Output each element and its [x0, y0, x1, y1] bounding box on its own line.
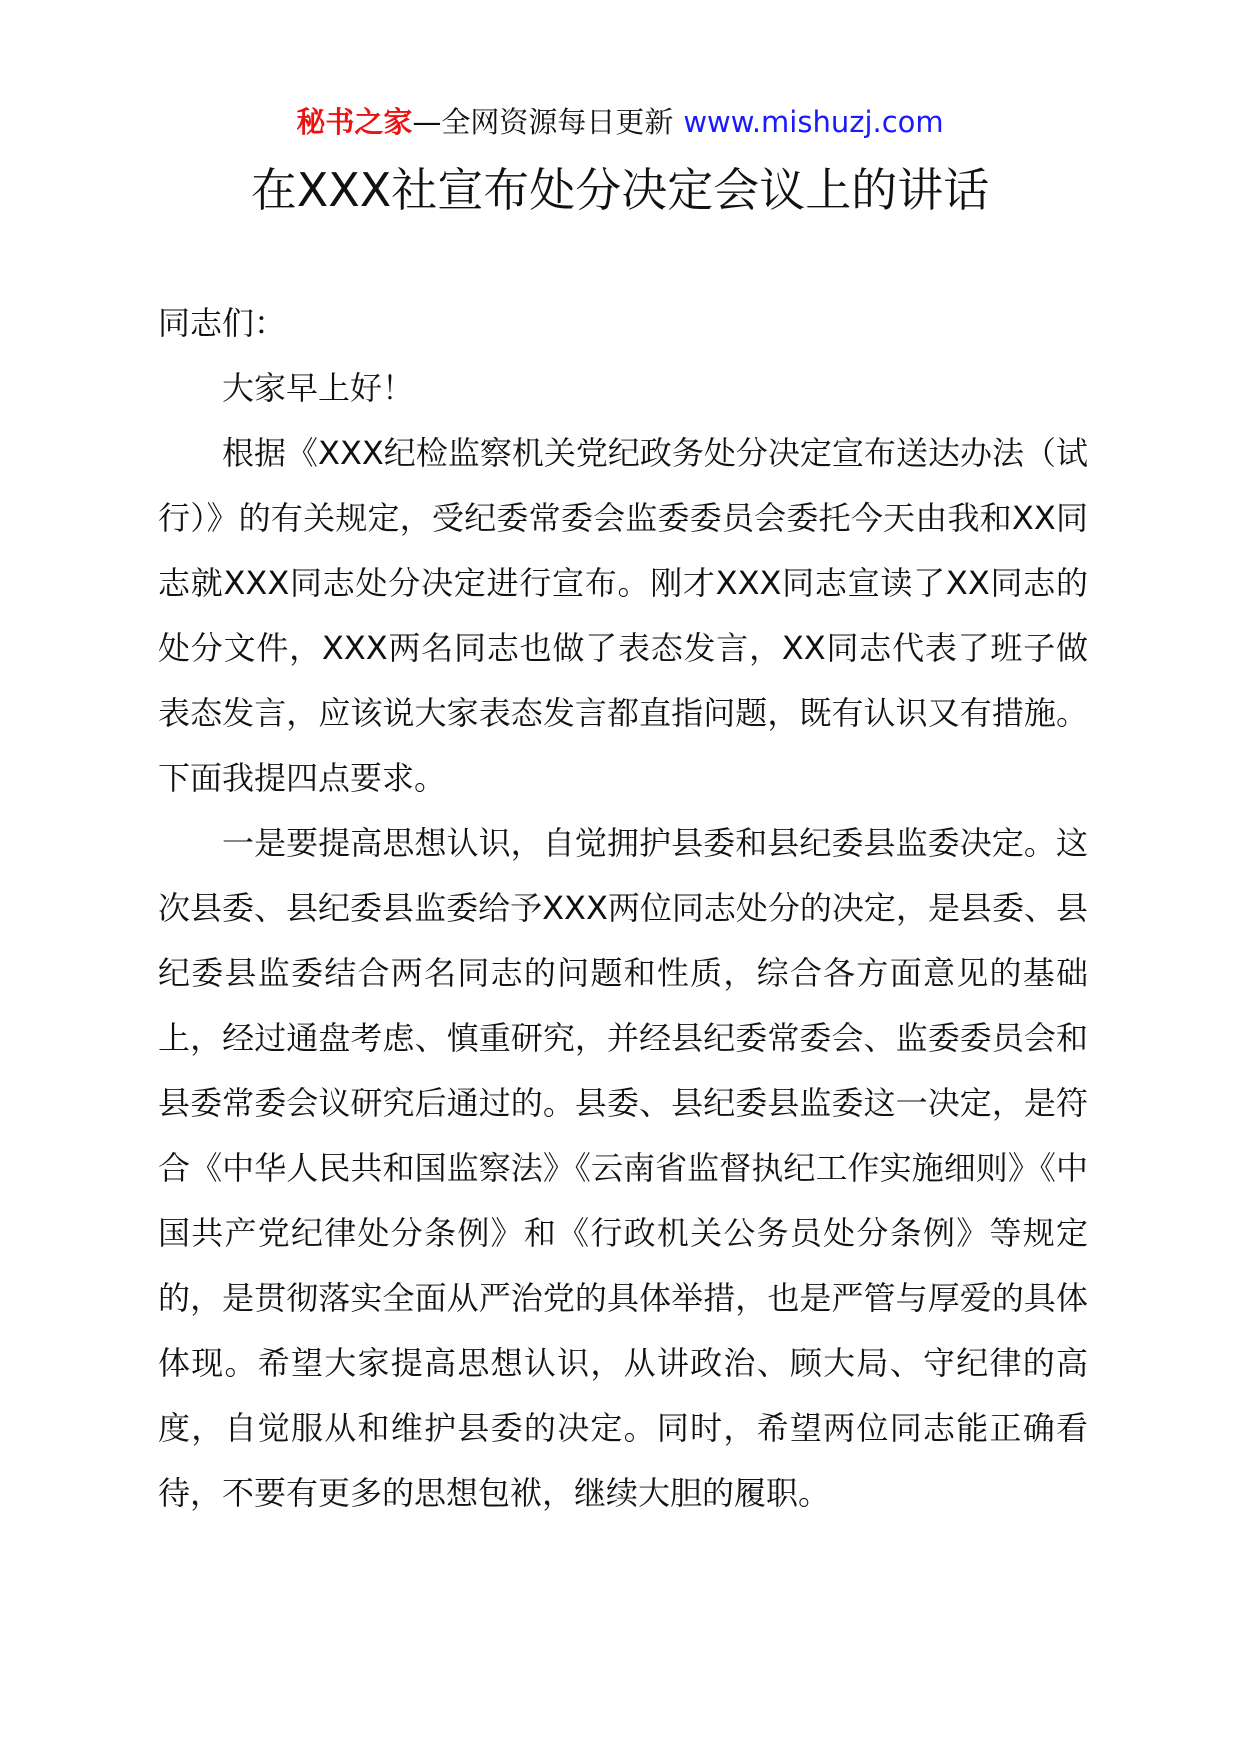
site-header: [0, 100, 1240, 144]
site-url-link[interactable]: www.mishuzj.com: [683, 105, 944, 139]
paragraph-intro: 根据《XXX纪检监察机关党纪政务处分决定宣布送达办法（试行）》的有关规定，受纪委常委会监委委员会委托今天由我和XX同志就XXX同志处分决定进行宣布。刚才XXX同志宣读了XX同志的处分文件，XXX两名同志也做了表态发言，XX同志代表了班子做表态发言，应该说大家表态发言都直指问题，既有认识又有措施。下面我提四点要求。: [158, 434, 1088, 797]
document-title: 在XXX社宣布处分决定会议上的讲话: [250, 163, 990, 217]
salutation: 同志们：: [158, 304, 287, 342]
paragraph-greeting: 大家早上好！: [222, 369, 415, 407]
document-body: [158, 291, 1088, 1526]
brand-slogan: —全网资源每日更新: [412, 105, 674, 139]
paragraph-requirement-one: 一是要提高思想认识，自觉拥护县委和县纪委县监委决定。这次县委、县纪委县监委给予XXX两位同志处分的决定，是县委、县纪委县监委结合两名同志的问题和性质，综合各方面意见的基础上，经过通盘考虑、慎重研究，并经县纪委常委会、监委委员会和县委常委会议研究后通过的。县委、县纪委县监委这一决定，是符合《中华人民共和国监察法》《云南省监督执纪工作实施细则》《中国共产党纪律处分条例》和《行政机关公务员处分条例》等规定的，是贯彻落实全面从严治党的具体举措，也是严管与厚爱的具体体现。希望大家提高思想认识，从讲政治、顾大局、守纪律的高度，自觉服从和维护县委的决定。同时，希望两位同志能正确看待，不要有更多的思想包袱，继续大胆的履职。: [158, 824, 1088, 1512]
brand-name: 秘书之家: [296, 105, 413, 139]
